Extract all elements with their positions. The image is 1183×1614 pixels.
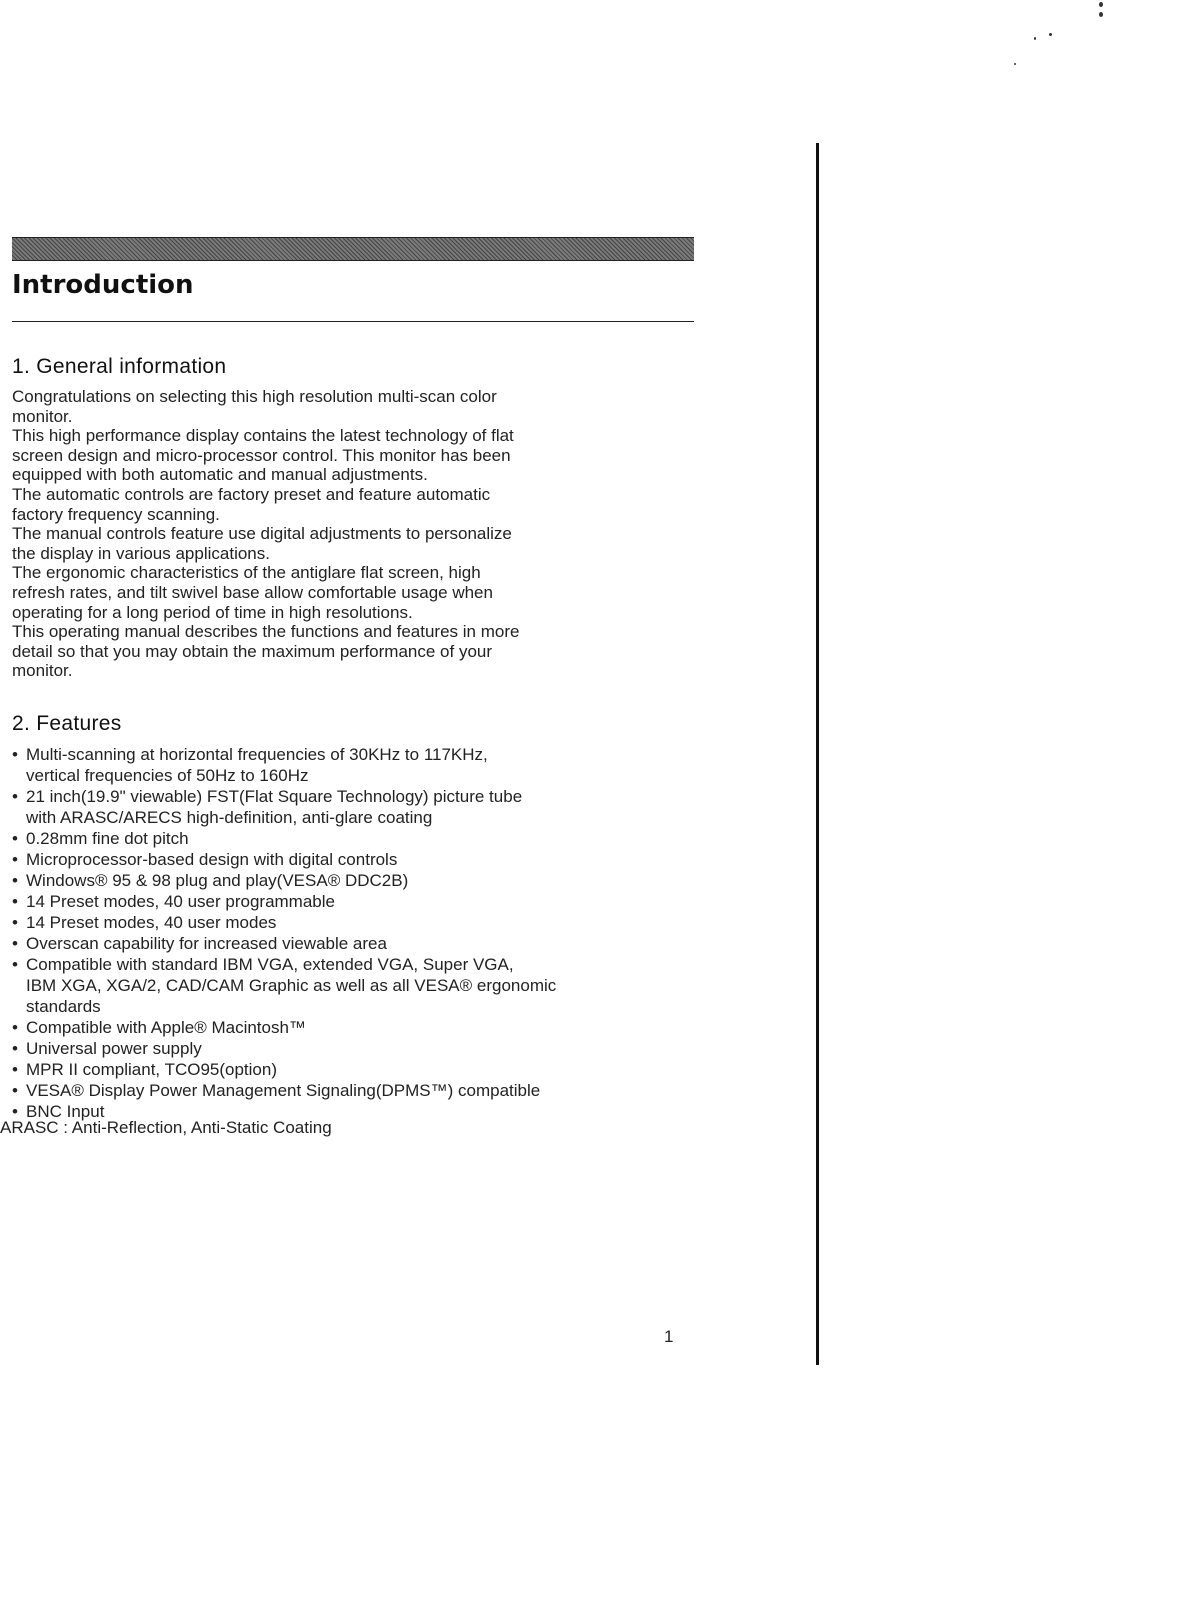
bullet-icon: •: [12, 1039, 18, 1058]
feature-item: [12, 1059, 682, 1080]
section-heading-features: 2. Features: [12, 712, 122, 735]
feature-item: [12, 1038, 682, 1059]
bullet-icon: •: [12, 892, 18, 911]
scan-speck: [1014, 63, 1016, 65]
feature-text: MPR II compliant, TCO95(option): [26, 1060, 277, 1079]
feature-item: [12, 828, 682, 849]
feature-text: 0.28mm fine dot pitch: [26, 829, 189, 848]
feature-item: [12, 849, 682, 870]
feature-item: [12, 744, 682, 786]
scan-speck: [1099, 12, 1103, 17]
feature-item: [12, 891, 682, 912]
feature-text: BNC Input: [26, 1102, 105, 1121]
feature-item: [12, 933, 682, 954]
scan-speck: [1049, 33, 1052, 36]
feature-list: [12, 744, 682, 1122]
feature-item: [12, 912, 682, 933]
bullet-icon: •: [12, 745, 18, 764]
feature-text: 21 inch(19.9" viewable) FST(Flat Square Technology) picture tube with ARASC/ARECS high-definition, anti-glare coating: [26, 787, 523, 827]
bullet-icon: •: [12, 829, 18, 848]
bullet-icon: •: [12, 955, 18, 974]
feature-text: 14 Preset modes, 40 user programmable: [26, 892, 335, 911]
section-heading-general-information: 1. General information: [12, 355, 227, 378]
bullet-icon: •: [12, 1060, 18, 1079]
feature-text: Compatible with standard IBM VGA, extended VGA, Super VGA, IBM XGA, XGA/2, CAD/CAM Graphic as well as all VESA® ergonomic standards: [26, 955, 557, 1016]
bullet-icon: •: [12, 913, 18, 932]
feature-item: [12, 870, 682, 891]
general-information-text: Congratulations on selecting this high resolution multi-scan color monitor. This high performance display contains the latest technology of flat screen design and micro-processor control. This monitor has been equipped with both automatic and manual adjustments. The automatic controls are factory preset and feature automatic factory frequency scanning. The manual controls feature use digital adjustments to personalize the display in various applications. The ergonomic characteristics of the antiglare flat screen, high refresh rates, and tilt swivel base allow comfortable usage when operating for a long period of time in high resolutions. This operating manual describes the functions and features in more detail so that you may obtain the maximum performance of your monitor.: [12, 387, 520, 681]
feature-text: 14 Preset modes, 40 user modes: [26, 913, 277, 932]
bullet-icon: •: [12, 1102, 18, 1121]
page-number: 1: [664, 1327, 674, 1346]
title-rule: [12, 321, 694, 322]
bullet-icon: •: [12, 934, 18, 953]
feature-text: Multi-scanning at horizontal frequencies of 30KHz to 117KHz, vertical frequencies of 50Hz to 160Hz: [26, 745, 488, 785]
feature-item: [12, 1080, 682, 1101]
feature-item: [12, 954, 682, 1017]
bullet-icon: •: [12, 850, 18, 869]
feature-text: VESA® Display Power Management Signaling(DPMS™) compatible: [26, 1081, 541, 1100]
bullet-icon: •: [12, 1018, 18, 1037]
feature-text: Universal power supply: [26, 1039, 202, 1058]
footnote: ARASC : Anti-Reflection, Anti-Static Coating: [0, 1118, 332, 1137]
scan-speck: [1034, 37, 1036, 40]
bullet-icon: •: [12, 787, 18, 806]
header-bar: [12, 237, 694, 261]
scan-speck: [1099, 2, 1103, 7]
binding-line: [816, 143, 819, 1365]
feature-item: [12, 786, 682, 828]
feature-text: Compatible with Apple® Macintosh™: [26, 1018, 306, 1037]
feature-text: Microprocessor-based design with digital controls: [26, 850, 398, 869]
bullet-icon: •: [12, 871, 18, 890]
feature-text: Overscan capability for increased viewable area: [26, 934, 387, 953]
page-title: Introduction: [12, 270, 194, 300]
feature-text: Windows® 95 & 98 plug and play(VESA® DDC2B): [26, 871, 409, 890]
feature-item: [12, 1017, 682, 1038]
bullet-icon: •: [12, 1081, 18, 1100]
